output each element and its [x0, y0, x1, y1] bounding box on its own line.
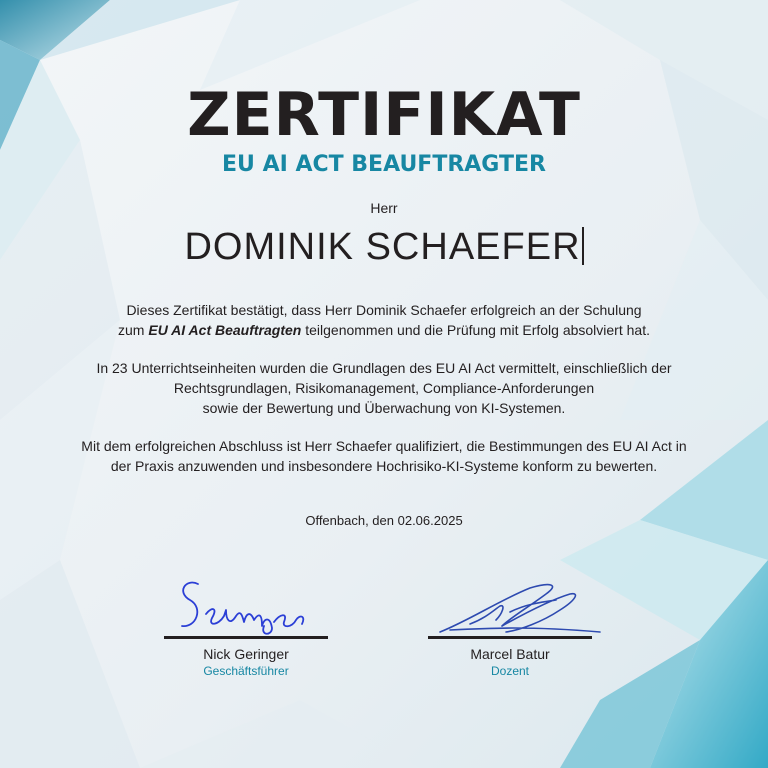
text-cursor	[582, 227, 584, 265]
recipient-name: DOMINIK SCHAEFER	[184, 226, 581, 268]
paragraph1-line2-prefix: zum	[118, 322, 149, 338]
salutation: Herr	[370, 200, 398, 216]
signatory-role: Geschäftsführer	[203, 664, 289, 678]
qualification-paragraph	[40, 436, 728, 476]
signatory-role: Dozent	[490, 664, 530, 678]
signatory-name: Marcel Batur	[470, 646, 550, 662]
recipient-name-field[interactable]	[0, 224, 768, 270]
signatory-name: Nick Geringer	[203, 646, 289, 662]
paragraph2-line3: sowie der Bewertung und Überwachung von KI-Systemen.	[202, 400, 566, 416]
paragraph3-line1: Mit dem erfolgreichen Abschluss ist Herr Schaefer qualifiziert, die Bestimmungen des EU AI Act in	[81, 438, 687, 454]
course-title-emphasis: EU AI Act Beauftragten	[148, 322, 302, 338]
handwritten-signature-left	[146, 570, 346, 636]
paragraph3-line2: der Praxis anzuwenden und insbesondere Hochrisiko-KI-Systeme konform zu bewerten.	[110, 458, 658, 474]
certificate-subtitle: EU AI ACT BEAUFTRAGTER	[222, 152, 546, 177]
paragraph2-line2: Rechtsgrundlagen, Risikomanagement, Compliance-Anforderungen	[173, 380, 595, 396]
paragraph1-line2	[40, 320, 728, 340]
confirmation-paragraph	[40, 300, 728, 340]
curriculum-paragraph	[40, 358, 728, 418]
signature-block-right	[410, 570, 610, 679]
certificate-title: ZERTIFIKAT	[187, 80, 581, 150]
place-and-date: Offenbach, den 02.06.2025	[305, 513, 463, 528]
handwritten-signature-right	[410, 570, 610, 636]
signature-line-right	[428, 636, 592, 639]
signature-block-left	[146, 570, 346, 679]
paragraph1-line1: Dieses Zertifikat bestätigt, dass Herr Dominik Schaefer erfolgreich an der Schulung	[126, 302, 642, 318]
paragraph1-line2-suffix: teilgenommen und die Prüfung mit Erfolg absolviert hat.	[301, 322, 650, 338]
paragraph2-line1: In 23 Unterrichtseinheiten wurden die Grundlagen des EU AI Act vermittelt, einschließlich der	[96, 360, 672, 376]
signature-line-left	[164, 636, 328, 639]
